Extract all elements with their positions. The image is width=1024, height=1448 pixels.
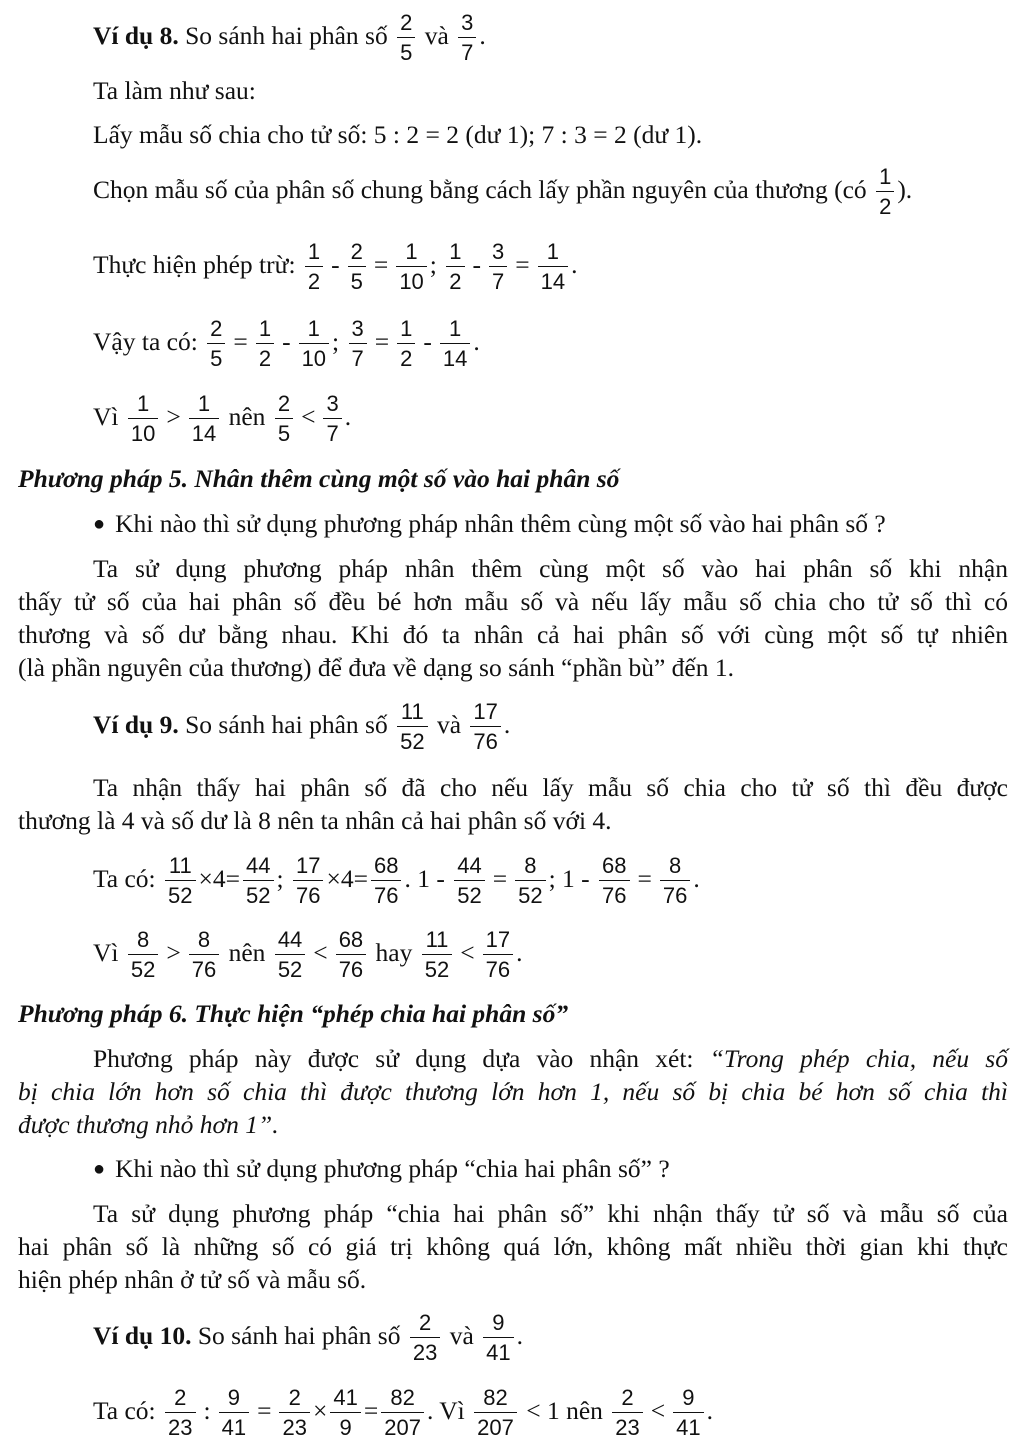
denominator: 5 (348, 266, 366, 293)
equation-line: Ta có: $\frac{2}{23}$ : $\frac{9}{41}$ = $\frac{2}{23}$ × $\frac{41}{9}$ = $\frac{82}{207}$ . Vì $\frac{82}{207}$ < 1 nên $\frac{2}{23}$ < $\frac{9}{41}$ . (93, 1385, 714, 1440)
bullet-icon: ● (93, 1158, 106, 1180)
fraction (299, 318, 329, 370)
numerator: 17 (485, 927, 511, 952)
denominator: 76 (660, 880, 690, 907)
fraction (410, 1312, 440, 1364)
denominator: 2 (876, 191, 894, 218)
section-heading: Phương pháp 5. Nhân thêm cùng một số vào hai phân số (18, 464, 620, 493)
example-label: Ví dụ 9. (93, 709, 179, 739)
denominator: 14 (538, 266, 568, 293)
numerator: 1 (307, 316, 320, 341)
numerator: 8 (197, 927, 211, 952)
denominator: 23 (279, 1412, 309, 1439)
denominator: 7 (458, 37, 476, 64)
numerator: 17 (473, 699, 498, 724)
paragraph-line: (là phần nguyên của thương) để đưa về dạng so sánh “phần bù” đến 1. (18, 653, 734, 682)
fraction (515, 855, 545, 907)
fraction (422, 929, 452, 981)
paragraph-line: bị chia lớn hơn số chia thì được thương lớn hơn 1, nếu số bị chia bé hơn số chia thì (18, 1077, 1008, 1106)
denominator: 14 (189, 418, 219, 445)
denominator: 76 (483, 954, 513, 981)
fraction (470, 701, 500, 753)
denominator: 76 (189, 954, 219, 981)
numerator: 11 (400, 699, 424, 724)
fraction (612, 1387, 642, 1439)
bullet-item: ● Khi nào thì sử dụng phương pháp “chia hai phân số” ? (93, 1154, 670, 1183)
numerator: 1 (405, 239, 418, 264)
numerator: 2 (288, 1385, 301, 1410)
equation-line: Vì $\frac{8}{52}$ > $\frac{8}{76}$ nên $\frac{44}{52}$ < $\frac{68}{76}$ hay $\frac{11}{52}$ < $\frac{17}{76}$ . (93, 927, 523, 982)
numerator: 3 (492, 239, 505, 264)
denominator: 7 (489, 266, 507, 293)
denominator: 52 (515, 880, 545, 907)
example-9-title: Ví dụ 9. So sánh hai phân số $\frac{11}{52}$ và $\frac{17}{76}$ . (93, 699, 511, 754)
fraction (189, 929, 219, 981)
fraction (371, 855, 401, 907)
denominator: 76 (371, 880, 401, 907)
fraction (207, 318, 225, 370)
denominator: 52 (454, 880, 484, 907)
fraction (396, 241, 426, 293)
numerator: 8 (524, 853, 537, 878)
numerator: 3 (461, 10, 474, 35)
paragraph-line: Ta nhận thấy hai phân số đã cho nếu lấy mẫu số chia cho tử số thì đều được (93, 773, 1008, 802)
numerator: 44 (457, 853, 482, 878)
fraction (660, 855, 690, 907)
denominator: 5 (397, 37, 415, 64)
equation-line: Ta có: $\frac{11}{52}$ ×4= $\frac{44}{52}$ ; $\frac{17}{76}$ ×4= $\frac{68}{76}$ . 1 - $\frac{44}{52}$ = $\frac{8}{52}$ ; 1 - $\frac{68}{76}$ = $\frac{8}{76}$ . (93, 853, 700, 908)
denominator: 76 (599, 880, 629, 907)
fraction (243, 855, 273, 907)
denominator: 23 (165, 1412, 195, 1439)
numerator: 9 (227, 1385, 240, 1410)
numerator: 3 (326, 391, 339, 416)
example-8-title: Ví dụ 8. So sánh hai phân số $\frac{2}{5}$ và $\frac{3}{7}$ . (93, 10, 486, 65)
fraction (305, 241, 323, 293)
denominator: 10 (396, 266, 426, 293)
numerator: 68 (373, 853, 399, 878)
denominator: 52 (128, 954, 158, 981)
numerator: 1 (400, 316, 413, 341)
fraction (165, 1387, 195, 1439)
fraction (397, 12, 415, 64)
text-line: Chọn mẫu số của phân số chung bằng cách lấy phần nguyên của thương (có $\frac{1}{2}$ ). (93, 164, 913, 219)
paragraph-line: Ta sử dụng phương pháp nhân thêm cùng một số vào hai phân số khi nhận (93, 554, 1008, 583)
denominator: 76 (293, 880, 323, 907)
numerator: 2 (621, 1385, 634, 1410)
denominator: 9 (330, 1412, 360, 1439)
numerator: 8 (669, 853, 682, 878)
fraction (454, 855, 484, 907)
denominator: 41 (219, 1412, 249, 1439)
denominator: 207 (381, 1412, 424, 1439)
numerator: 44 (277, 927, 303, 952)
fraction (474, 1387, 517, 1439)
fraction (483, 929, 513, 981)
fraction (538, 241, 568, 293)
fraction (128, 393, 158, 445)
bullet-icon: ● (93, 513, 106, 535)
denominator: 23 (410, 1337, 440, 1364)
numerator: 9 (492, 1310, 505, 1335)
fraction (349, 318, 367, 370)
numerator: 9 (682, 1385, 695, 1410)
fraction (599, 855, 629, 907)
paragraph-line: thấy tử số của hai phân số đều bé hơn mẫu số và nếu lấy mẫu số chia cho tử số thì có (18, 587, 1008, 616)
paragraph-line: hiện phép nhân ở tử số và mẫu số. (18, 1265, 367, 1294)
numerator: 44 (246, 853, 271, 878)
equation-line: Vì $\frac{1}{10}$ > $\frac{1}{14}$ nên $\frac{2}{5}$ < $\frac{3}{7}$ . (93, 391, 352, 446)
numerator: 2 (350, 239, 363, 264)
numerator: 2 (400, 10, 413, 35)
denominator: 207 (474, 1412, 517, 1439)
bullet-item: ● Khi nào thì sử dụng phương pháp nhân thêm cùng một số vào hai phân số ? (93, 509, 886, 538)
denominator: 7 (349, 343, 367, 370)
denominator: 41 (483, 1337, 513, 1364)
text-line: Ta làm như sau: (93, 76, 256, 105)
denominator: 5 (275, 418, 293, 445)
fraction (323, 393, 341, 445)
paragraph-line: hai phân số là những số có giá trị không quá lớn, không mất nhiều thời gian khi thực (18, 1232, 1008, 1261)
denominator: 7 (323, 418, 341, 445)
denominator: 52 (275, 954, 305, 981)
denominator: 76 (336, 954, 366, 981)
numerator: 68 (602, 853, 627, 878)
denominator: 52 (165, 880, 195, 907)
numerator: 68 (338, 927, 364, 952)
fraction (673, 1387, 703, 1439)
numerator: 1 (449, 239, 462, 264)
paragraph-line: thương và số dư bằng nhau. Khi đó ta nhân cả hai phân số với cùng một số tự nhiên (18, 620, 1008, 649)
denominator: 52 (397, 726, 427, 753)
example-label: Ví dụ 8. (93, 20, 179, 50)
numerator: 8 (136, 927, 150, 952)
numerator: 1 (307, 239, 321, 264)
numerator: 2 (174, 1385, 187, 1410)
fraction (256, 318, 274, 370)
fraction (293, 855, 323, 907)
denominator: 41 (673, 1412, 703, 1439)
numerator: 41 (333, 1385, 358, 1410)
denominator: 2 (446, 266, 464, 293)
numerator: 1 (546, 239, 560, 264)
paragraph-line: được thương nhỏ hơn 1”. (18, 1110, 279, 1139)
numerator: 2 (418, 1310, 432, 1335)
denominator: 52 (243, 880, 273, 907)
numerator: 1 (136, 391, 150, 416)
paragraph-line: thương là 4 và số dư là 8 nên ta nhân cả hai phân số với 4. (18, 806, 612, 835)
fraction (381, 1387, 424, 1439)
text-line: Lấy mẫu số chia cho tử số: 5 : 2 = 2 (dư 1); 7 : 3 = 2 (dư 1). (93, 120, 703, 149)
numerator: 11 (168, 853, 192, 878)
denominator: 2 (305, 266, 323, 293)
numerator: 3 (351, 316, 364, 341)
numerator: 11 (425, 927, 449, 952)
equation-line: Thực hiện phép trừ: $\frac{1}{2}$ - $\frac{2}{5}$ = $\frac{1}{10}$ ; $\frac{1}{2}$ - $\frac{3}{7}$ = $\frac{1}{14}$ . (93, 239, 578, 294)
equation-line: Vậy ta có: $\frac{2}{5}$ = $\frac{1}{2}$ - $\frac{1}{10}$ ; $\frac{3}{7}$ = $\frac{1}{2}$ - $\frac{1}{14}$ . (93, 316, 480, 371)
fraction (330, 1387, 360, 1439)
numerator: 82 (483, 1385, 508, 1410)
fraction (489, 241, 507, 293)
fraction (348, 241, 366, 293)
denominator: 10 (299, 343, 329, 370)
fraction (219, 1387, 249, 1439)
numerator: 1 (879, 164, 892, 189)
example-10-title: Ví dụ 10. So sánh hai phân số $\frac{2}{23}$ và $\frac{9}{41}$ . (93, 1310, 523, 1365)
fraction (128, 929, 158, 981)
fraction (189, 393, 219, 445)
fraction (275, 929, 305, 981)
denominator: 10 (128, 418, 158, 445)
fraction (440, 318, 470, 370)
fraction (397, 701, 427, 753)
fraction (165, 855, 195, 907)
numerator: 1 (258, 316, 272, 341)
section-heading: Phương pháp 6. Thực hiện “phép chia hai phân số” (18, 999, 569, 1028)
fraction (275, 393, 293, 445)
example-label: Ví dụ 10. (93, 1320, 192, 1350)
denominator: 5 (207, 343, 225, 370)
fraction (483, 1312, 513, 1364)
numerator: 1 (197, 391, 211, 416)
denominator: 52 (422, 954, 452, 981)
fraction (446, 241, 464, 293)
denominator: 2 (256, 343, 274, 370)
paragraph-line: Ta sử dụng phương pháp “chia hai phân số” khi nhận thấy tử số và mẫu số của (93, 1199, 1008, 1228)
numerator: 2 (210, 316, 223, 341)
denominator: 2 (397, 343, 415, 370)
numerator: 1 (449, 316, 462, 341)
fraction (397, 318, 415, 370)
fraction (458, 12, 476, 64)
fraction (336, 929, 366, 981)
numerator: 82 (390, 1385, 415, 1410)
fraction (279, 1387, 309, 1439)
paragraph-line: Phương pháp này được sử dụng dựa vào nhận xét: “Trong phép chia, nếu số (93, 1044, 1008, 1073)
denominator: 14 (440, 343, 470, 370)
numerator: 2 (277, 391, 291, 416)
fraction (876, 166, 894, 218)
denominator: 23 (612, 1412, 642, 1439)
denominator: 76 (470, 726, 500, 753)
numerator: 17 (295, 853, 321, 878)
